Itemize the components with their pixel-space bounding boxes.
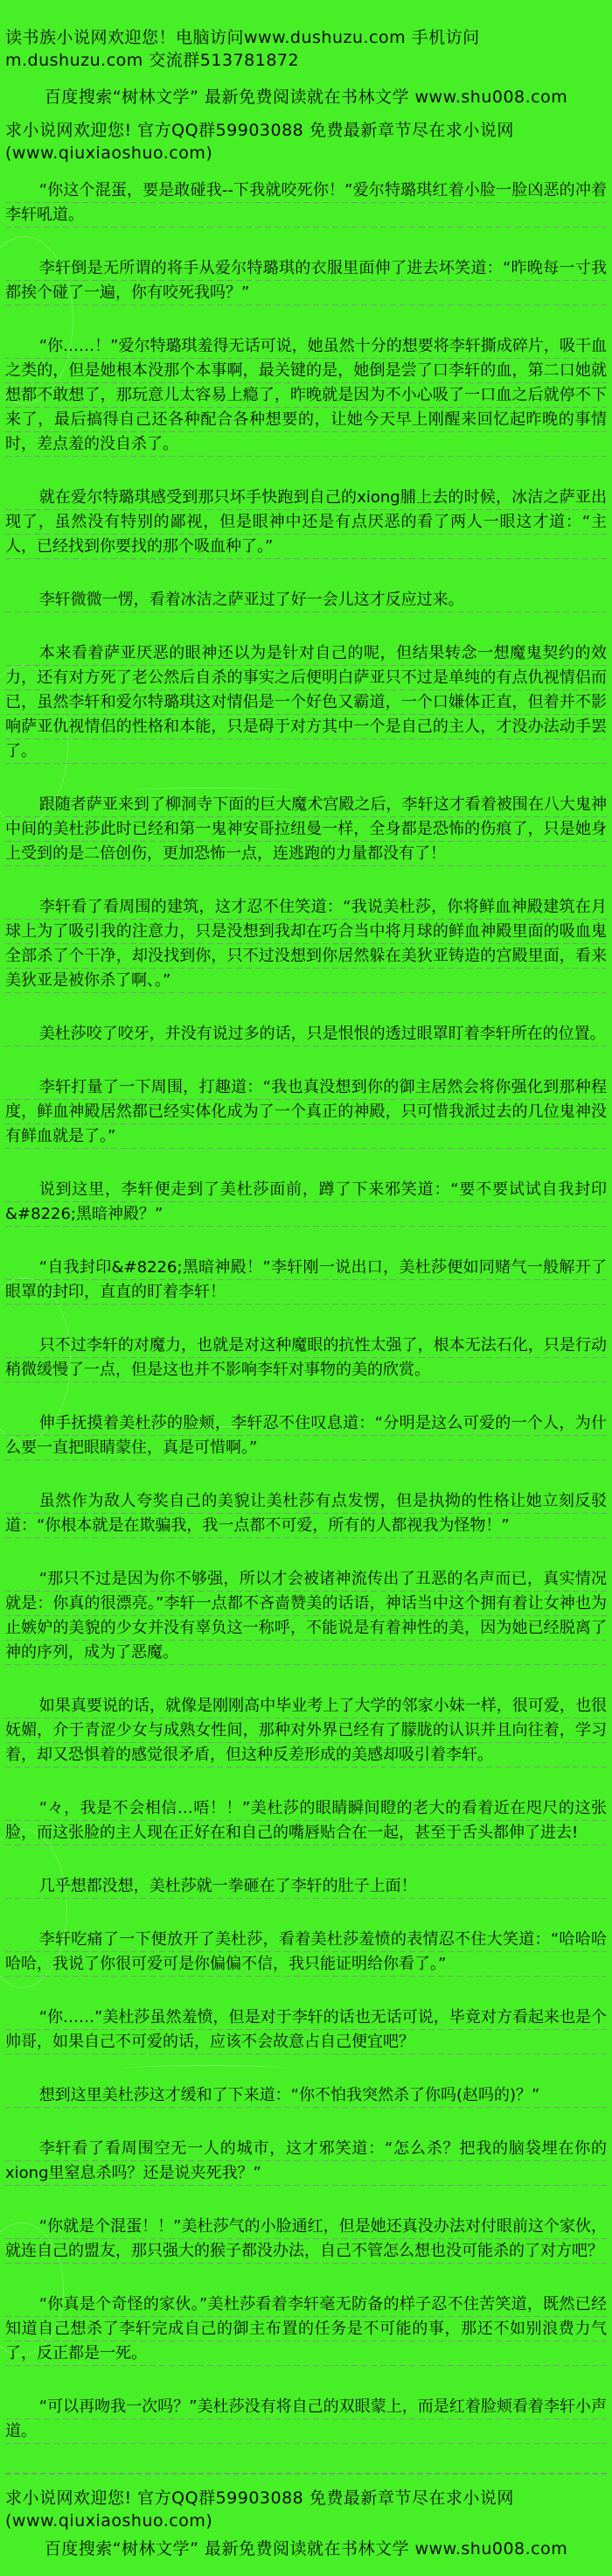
- site-promo-shu008-bottom: 百度搜索“树林文学” 最新免费阅读就在书林文学 www.shu008.com: [44, 2539, 568, 2558]
- paragraph: 李轩吃痛了一下便放开了美杜莎，看着美杜莎羞愤的表情忍不住大笑道：“哈哈哈哈哈，我说了你很可爱可是你偏偏不信，我只能证明给你看了。”: [5, 1928, 607, 1977]
- paragraph: 几乎想都没想，美杜莎就一拳砸在了李轩的肚子上面！: [5, 1874, 607, 1899]
- paragraph: “你真是个奇怪的家伙。”美杜莎看着李轩毫无防备的样子忍不住苦笑道，既然已经知道自己想杀了李轩完成自己的御主布置的任务是不可能的事，那还不如别浪费力气了，反正都是一死。: [5, 2292, 607, 2366]
- page-header: [5, 26, 607, 164]
- paragraph: “々，我是不会相信…唔！！”美杜莎的眼睛瞬间瞪的老大的看着近在咫尺的这张脸，而这张脸的主人现在正好在和自己的嘴唇贴合在一起，甚至于舌头都伸了进去!: [5, 1796, 607, 1845]
- paragraph: 李轩倒是无所谓的将手从爱尔特璐琪的衣服里面伸了进去坏笑道：“昨晚每一寸我都挨个碰了一遍，你有咬死我吗？”: [5, 256, 607, 305]
- paragraph: “你……！”爱尔特璐琪羞得无话可说，她虽然十分的想要将李轩撕成碎片，吸干血之类的，但是她根本没那个本事啊，最关键的是，她倒是尝了口李轩的血，第二口她就想都不敢想了，那玩意儿太容易上瘾了，昨晚就是因为不小心吸了一口血之后就停不下来了，最后搞得自己还各种配合各种想要的，让她今天早上刚醒来回忆起昨晚的事情时，差点羞的没自杀了。: [5, 334, 607, 457]
- page-footer: [5, 2473, 607, 2560]
- paragraph: 想到这里美杜莎这才缓和了下来道：“你不怕我突然杀了你吗(赵吗的)？”: [5, 2083, 607, 2108]
- site-promo-qiuxiaoshuo-bottom: 求小说网欢迎您! 官方QQ群59903088 免费最新章节尽在求小说网(www.qiuxiaoshuo.com): [5, 2488, 514, 2530]
- paragraph: 虽然作为敌人夸奖自己的美貌让美杜莎有点发愣，但是执拗的性格让她立刻反驳道：“你根本就是在欺骗我，我一点都不可爱，所有的人都视我为怪物！”: [5, 1489, 607, 1538]
- paragraph: “你就是个混蛋！！”美杜莎气的小脸通红，但是她还真没办法对付眼前这个家伙，就连自己的盟友，那只强大的猴子都没办法，自己不管怎么想也没可能杀的了对方吧？: [5, 2215, 607, 2264]
- site-promo-shu008-top: 百度搜索“树林文学” 最新免费阅读就在书林文学 www.shu008.com: [44, 88, 568, 107]
- paragraph: “你这个混蛋，要是敢碰我--下我就咬死你！”爱尔特璐琪红着小脸一脸凶恶的冲着李轩吼道。: [5, 178, 607, 228]
- paragraph: 本来看着萨亚厌恶的眼神还以为是针对自己的呢，但结果转念一想魔鬼契约的效力，还有对方死了老公然后自杀的事实之后便明白萨亚只不过是单纯的有点仇视情侣而已，虽然李轩和爱尔特璐琪这对情侣是一个好色又霸道，一个口嫌体正直，但着并不影响萨亚仇视情侣的性格和本能，只是碍于对方其中一个是自己的主人，才没办法动手罢了。: [5, 641, 607, 764]
- paragraph: “可以再吻我一次吗？”美杜莎没有将自己的双眼蒙上，而是红着脸颊看着李轩小声道。: [5, 2395, 607, 2444]
- footer-separator: [5, 2473, 607, 2474]
- paragraph: 就在爱尔特璐琪感受到那只坏手快跑到自己的xiong脯上去的时候，冰洁之萨亚出现了，虽然没有特别的鄙视，但是眼神中还是有点厌恶的看了两人一眼这才道：“主人，已经找到你要找的那个吸血种了。”: [5, 486, 607, 559]
- paragraph: 李轩看了看周围的建筑，这才忍不住笑道：“我说美杜莎，你将鲜血神殿建筑在月球上为了吸引我的注意力，只是没想到我却在巧合当中将月球的鲜血神殿里面的吸血鬼全部杀了个干净，却没找到你，只不过没想到你居然躲在美狄亚铸造的宫殿里面，看来美狄亚是被你杀了啊、。”: [5, 895, 607, 993]
- site-promo-dushuzu: 读书族小说网欢迎您！电脑访问www.dushuzu.com 手机访问m.dushuzu.com 交流群513781872: [5, 28, 480, 70]
- site-promo-qiuxiaoshuo-top: 求小说网欢迎您! 官方QQ群59903088 免费最新章节尽在求小说网(www.qiuxiaoshuo.com): [5, 121, 514, 163]
- paragraph: 李轩打量了一下周围，打趣道：“我也真没想到你的御主居然会将你强化到那种程度，鲜血神殿居然都已经实体化成为了一个真正的神殿，只可惜我派过去的几位鬼神没有鲜血就是了。”: [5, 1075, 607, 1149]
- paragraph: 伸手抚摸着美杜莎的脸颊，李轩忍不住叹息道：“分明是这么可爱的一个人，为什么要一直把眼睛蒙住，真是可惜啊。”: [5, 1411, 607, 1460]
- paragraph: 如果真要说的话，就像是刚刚高中毕业考上了大学的邻家小妹一样，很可爱，也很妩媚，介于青涩少女与成熟女性间，那种对外界已经有了朦胧的认识并且向往着，学习着，却又恐惧着的感觉很矛盾，但这种反差形成的美感却吸引着李轩。: [5, 1694, 607, 1768]
- paragraph: “你……”美杜莎虽然羞愤，但是对于李轩的话也无话可说，毕竟对方看起来也是个帅哥，如果自己不可爱的话，应该不会故意占自己便宜吧？: [5, 2006, 607, 2054]
- chapter-content: [5, 178, 607, 2444]
- paragraph: 李轩看了看周围空无一人的城市，这才邪笑道：“怎么杀？把我的脑袋埋在你的xiong里窒息杀吗？还是说夹死我？”: [5, 2137, 607, 2186]
- paragraph: 美杜莎咬了咬牙，并没有说过多的话，只是恨恨的透过眼罩盯着李轩所在的位置。: [5, 1022, 607, 1046]
- paragraph: “那只不过是因为你不够强，所以才会被诸神流传出了丑恶的名声而已，真实情况就是：你真的很漂亮。”李轩一点都不吝啬赞美的话语，神话当中这个拥有着让女神也为止嫉妒的美貌的少女并没有辜负这一称呼，不能说是有着神性的美，因为她已经脱离了神的序列，成为了恶魔。: [5, 1567, 607, 1665]
- paragraph: “自我封印&#8226;黑暗神殿！”李轩刚一说出口，美杜莎便如同赌气一般解开了眼罩的封印，直直的盯着李轩！: [5, 1256, 607, 1305]
- paragraph: 说到这里，李轩便走到了美杜莎面前，蹲了下来邪笑道：“要不要试试自我封印&#8226;黑暗神殿？”: [5, 1178, 607, 1227]
- paragraph: 李轩微微一愣，看着冰洁之萨亚过了好一会儿这才反应过来。: [5, 588, 607, 612]
- paragraph: 跟随者萨亚来到了柳洞寺下面的巨大魔术宫殿之后，李轩这才看着被围在八大鬼神中间的美杜莎此时已经和第一鬼神安哥拉纽曼一样，全身都是恐怖的伤痕了，只是她身上受到的是二倍创伤，更加恐怖一点，连逃跑的力量都没有了！: [5, 793, 607, 866]
- paragraph: 只不过李轩的对魔力，也就是对这种魔眼的抗性太强了，根本无法石化，只是行动稍微缓慢了一点，但是这也并不影响李轩对事物的美的欣赏。: [5, 1334, 607, 1382]
